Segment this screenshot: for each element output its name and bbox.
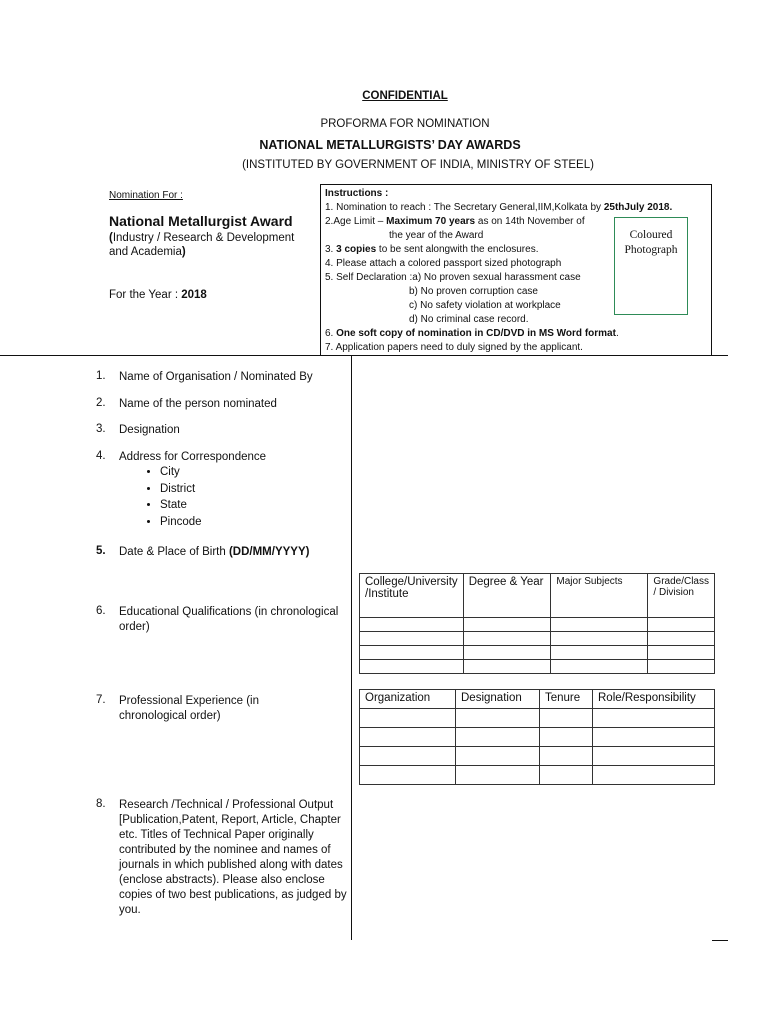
instruction-1: 1. Nomination to reach : The Secretary General,IIM,Kolkata by 25thJuly 2018. <box>325 202 673 213</box>
table-cell[interactable] <box>456 747 540 766</box>
table-cell[interactable] <box>648 646 715 660</box>
field-number: 1. <box>96 370 106 382</box>
table-cell[interactable] <box>593 766 715 785</box>
confidential-heading: CONFIDENTIAL <box>362 90 448 102</box>
category-text: Industry / Research & Development and Academia <box>109 232 295 258</box>
table-cell[interactable] <box>360 766 456 785</box>
column-header: Degree & Year <box>463 574 551 618</box>
instruction-5b: b) No proven corruption case <box>409 286 538 297</box>
field-number: 6. <box>96 605 106 617</box>
year-value: 2018 <box>181 289 207 301</box>
table-cell[interactable] <box>360 632 464 646</box>
address-item-district: • District <box>160 481 202 498</box>
table-header-row <box>360 690 715 709</box>
column-header: Role/Responsibility <box>593 690 715 709</box>
field-number: 7. <box>96 694 106 706</box>
box-top-border <box>320 184 712 185</box>
table-cell[interactable] <box>551 646 648 660</box>
field-label: Designation <box>119 424 180 436</box>
deadline-date: 25thJuly 2018. <box>603 202 673 213</box>
table-cell[interactable] <box>456 728 540 747</box>
box-right-border <box>711 184 712 356</box>
year-line <box>109 289 207 301</box>
instruction-6: 6. One soft copy of nomination in CD/DVD in MS Word format. <box>325 328 619 339</box>
experience-table <box>359 689 715 785</box>
category-open: ( <box>109 232 113 244</box>
table-cell[interactable] <box>593 709 715 728</box>
column-header: Organization <box>360 690 456 709</box>
column-header: Tenure <box>540 690 593 709</box>
table-cell[interactable] <box>463 632 551 646</box>
field-number: 8. <box>96 798 106 810</box>
table-cell[interactable] <box>593 728 715 747</box>
form-divider <box>351 356 352 940</box>
table-row[interactable] <box>360 618 715 632</box>
table-row[interactable] <box>360 632 715 646</box>
instruction-7: 7. Application papers need to duly signed by the applicant. <box>325 342 583 353</box>
table-cell[interactable] <box>360 646 464 660</box>
section-rule <box>0 355 728 356</box>
awards-title: NATIONAL METALLURGISTS’ DAY AWARDS <box>259 138 521 152</box>
section-divider <box>320 184 321 356</box>
address-item-state: • State <box>160 497 202 514</box>
award-name: National Metallurgist Award <box>109 213 293 229</box>
table-cell[interactable] <box>540 709 593 728</box>
field-label: Date & Place of Birth (DD/MM/YYYY) <box>119 546 310 558</box>
field-label: Address for Correspondence <box>119 451 267 463</box>
table-cell[interactable] <box>551 618 648 632</box>
instruction-5a: 5. Self Declaration :a) No proven sexual harassment case <box>325 272 581 283</box>
photo-placeholder[interactable] <box>614 217 688 315</box>
table-cell[interactable] <box>463 646 551 660</box>
instruction-5d: d) No criminal case record. <box>409 314 529 325</box>
table-cell[interactable] <box>551 632 648 646</box>
category-close: ) <box>181 246 186 258</box>
table-cell[interactable] <box>540 747 593 766</box>
table-cell[interactable] <box>360 747 456 766</box>
instruction-3: 3. 3 copies to be sent alongwith the enclosures. <box>325 244 539 255</box>
address-item-city: • City <box>160 464 202 481</box>
field-label: Research /Technical / Professional Output [Publication,Patent, Report, Article, Chapter etc. Titles of Technical Paper originally contributed by the nominee and names of journals in which published along with dates (enclose abstracts). Please also enclose copies of two best publications, as judged by you. <box>119 799 347 916</box>
table-header-row <box>360 574 715 618</box>
field-label: Professional Experience (in chronological order) <box>119 695 259 722</box>
table-cell[interactable] <box>648 632 715 646</box>
table-cell[interactable] <box>540 728 593 747</box>
page-end-mark <box>712 940 728 941</box>
table-row[interactable] <box>360 646 715 660</box>
table-row[interactable] <box>360 747 715 766</box>
instructions-heading: Instructions : <box>325 188 389 199</box>
instruction-2-cont: the year of the Award <box>389 230 484 241</box>
photo-label-1: Coloured <box>629 229 673 241</box>
column-header: Designation <box>456 690 540 709</box>
award-category <box>109 231 309 259</box>
education-table <box>359 573 715 674</box>
field-number: 2. <box>96 397 106 409</box>
table-cell[interactable] <box>360 709 456 728</box>
year-label: For the Year : <box>109 289 182 301</box>
table-cell[interactable] <box>360 618 464 632</box>
column-header: College/University /Institute <box>360 574 464 618</box>
nomination-for-label: Nomination For : <box>109 190 183 201</box>
table-cell[interactable] <box>360 660 464 674</box>
instruction-4: 4. Please attach a colored passport sized photograph <box>325 258 562 269</box>
column-header: Major Subjects <box>551 574 648 618</box>
field-number: 4. <box>96 450 106 462</box>
table-cell[interactable] <box>551 660 648 674</box>
table-cell[interactable] <box>463 660 551 674</box>
table-cell[interactable] <box>456 709 540 728</box>
field-number: 5. <box>96 545 106 557</box>
table-cell[interactable] <box>648 660 715 674</box>
table-cell[interactable] <box>463 618 551 632</box>
table-row[interactable] <box>360 728 715 747</box>
table-row[interactable] <box>360 660 715 674</box>
table-row[interactable] <box>360 709 715 728</box>
table-cell[interactable] <box>648 618 715 632</box>
photo-label-2: Photograph <box>624 244 678 256</box>
table-cell[interactable] <box>456 766 540 785</box>
address-item-pincode: • Pincode <box>160 514 202 531</box>
instruction-2: 2.Age Limit – Maximum 70 years as on 14th November of <box>325 216 585 227</box>
table-cell[interactable] <box>360 728 456 747</box>
address-list <box>120 464 202 530</box>
table-cell[interactable] <box>540 766 593 785</box>
field-number: 3. <box>96 423 106 435</box>
table-row[interactable] <box>360 766 715 785</box>
table-cell[interactable] <box>593 747 715 766</box>
instituted-line: (INSTITUTED BY GOVERNMENT OF INDIA, MINISTRY OF STEEL) <box>242 159 594 171</box>
field-label: Name of the person nominated <box>119 398 277 410</box>
field-label: Name of Organisation / Nominated By <box>119 371 313 383</box>
field-label: Educational Qualifications (in chronological order) <box>119 606 339 633</box>
column-header: Grade/Class / Division <box>648 574 715 618</box>
proforma-heading: PROFORMA FOR NOMINATION <box>320 118 490 130</box>
instruction-5c: c) No safety violation at workplace <box>409 300 561 311</box>
